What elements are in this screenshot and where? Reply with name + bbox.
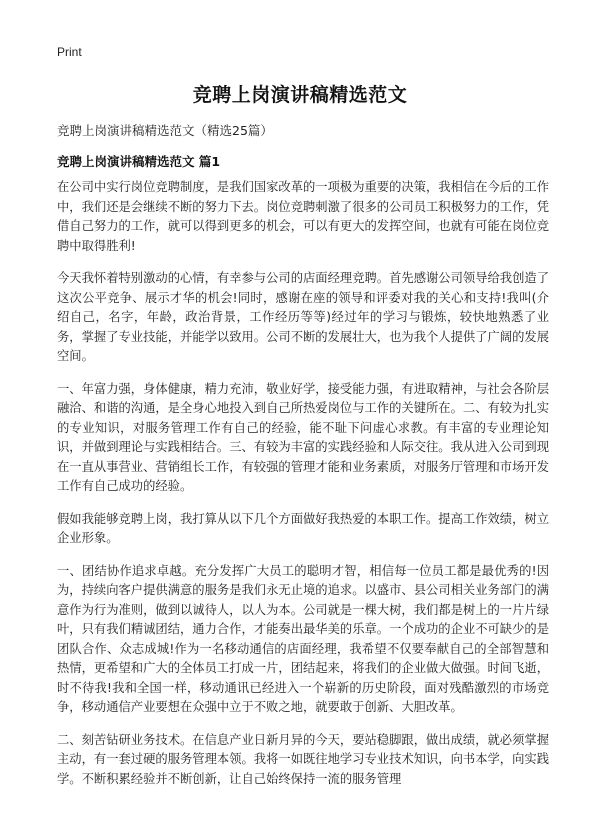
paragraph-1: 在公司中实行岗位竞聘制度，是我们国家改革的一项极为重要的决策，我相信在今后的工作中，我们还是会继续不断的努力下去。岗位竞聘刺激了很多的公司员工积极努力的工作，凭借自己努力的工作，就可以得到更多的机会，可以有更大的发挥空间，也就有可能在岗位竞聘中取得胜利! [57,180,549,253]
paragraph-5: 一、团结协作追求卓越。充分发挥广大员工的聪明才智，相信每一位员工都是最优秀的!因为，持续向客户提供满意的服务是我们永无止境的追求。以盛市、县公司相关业务部门的满意作为行为准则，做到以诚待人，以人为本。公司就是一棵大树，我们都是树上的一片片绿叶，只有我们精诚团结，通力合作，才能奏出最华美的乐章。一个成功的企业不可缺少的是团队合作、众志成城!作为一名移动通信的店面经理，我希望不仅要奉献自己的全部智慧和热情，更希望和广大的全体员工打成一片，团结起来，将我们的企业做大做强。时间飞逝，时不待我!我和全国一样，移动通讯已经进入一个崭新的历史阶段，面对残酷激烈的市场竞争，移动通信产业要想在众强中立于不败之地，就要敢于创新、大胆改革。 [57,563,549,714]
print-link[interactable]: Print [57,45,82,59]
paragraph-2: 今天我怀着特别激动的心情，有幸参与公司的店面经理竞聘。首先感谢公司领导给我创造了这次公平竞争、展示才华的机会!同时，感谢在座的领导和评委对我的关心和支持!我叫(介绍自己，名字，年龄，政治背景，工作经历等等)经过年的学习与锻炼，较快地熟悉了业务，掌握了专业技能，并能学以致用。公司不断的发展壮大，也为我个人提供了广阔的发展空间。 [57,271,549,363]
section-heading: 竞聘上岗演讲稿精选范文 篇1 [57,154,221,169]
paragraph-6: 二、刻苦钻研业务技术。在信息产业日新月异的今天，要站稳脚跟，做出成绩，就必须掌握主动，有一套过硬的服务管理本领。我将一如既往地学习专业技术知识，向书本学，向实践学。不断积累经验并不断创新，让自己始终保持一流的服务管理 [57,732,549,786]
document-body [57,178,549,802]
page-title: 竞聘上岗演讲稿精选范文 [192,84,408,106]
paragraph-3: 一、年富力强，身体健康，精力充沛，敬业好学，接受能力强，有进取精神，与社会各阶层融洽、和谐的沟通，是全身心地投入到自己所热爱岗位与工作的关键所在。二、有较为扎实的专业知识，对服务管理工作有自己的经验，能不耻下问虚心求教。有丰富的专业理论知识，并做到理论与实践相结合。三、有较为丰富的实践经验和人际交往。我从进入公司到现在一直从事营业、营销组长工作，有较强的管理才能和业务素质，对服务厅管理和市场开发工作有自己成功的经验。 [57,381,549,493]
document-subtitle: 竞聘上岗演讲稿精选范文（精选25篇） [57,123,273,138]
paragraph-4: 假如我能够竞聘上岗，我打算从以下几个方面做好我热爱的本职工作。提高工作效绩，树立企业形象。 [57,511,549,545]
